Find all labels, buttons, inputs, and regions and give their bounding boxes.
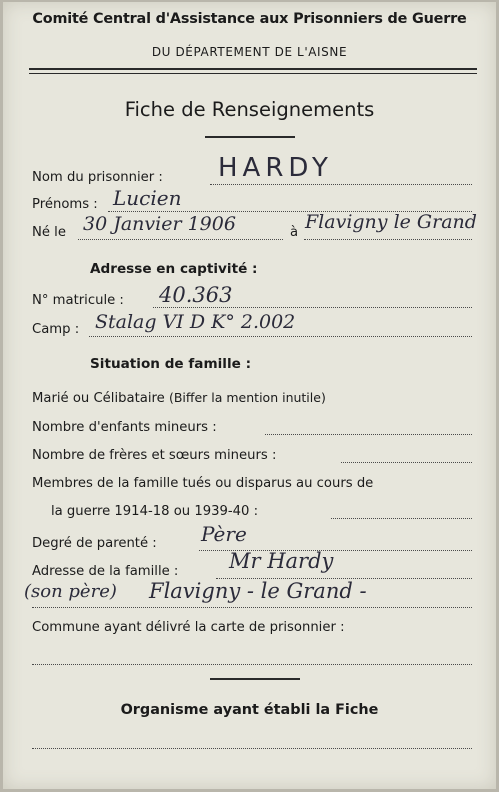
camp-label: Camp : bbox=[32, 322, 80, 337]
adresse-famille-line2 bbox=[32, 607, 472, 608]
info-card bbox=[3, 2, 496, 789]
organisme-label: Organisme ayant établi la Fiche bbox=[120, 702, 379, 718]
enfants-label: Nombre d'enfants mineurs : bbox=[32, 420, 217, 435]
membres-label-line2: la guerre 1914-18 ou 1939-40 : bbox=[51, 504, 259, 519]
ne-le-line bbox=[78, 239, 283, 240]
lieu-line bbox=[304, 239, 472, 240]
nom-label: Nom du prisonnier : bbox=[32, 170, 163, 185]
degre-label: Degré de parenté : bbox=[32, 536, 157, 551]
adresse-famille-value1: Mr Hardy bbox=[229, 549, 334, 573]
header-rule-thin bbox=[29, 73, 477, 74]
prenoms-label: Prénoms : bbox=[32, 197, 98, 212]
a-label: à bbox=[290, 225, 299, 240]
membres-label-line1: Membres de la famille tués ou disparus au cours de bbox=[32, 476, 374, 491]
nom-line bbox=[210, 184, 472, 185]
adresse-famille-prefix: (son père) bbox=[24, 581, 117, 602]
nom-value: HARDY bbox=[218, 153, 333, 183]
commune-line bbox=[32, 664, 472, 665]
freres-label: Nombre de frères et sœurs mineurs : bbox=[32, 448, 277, 463]
section-adresse-captivite: Adresse en captivité : bbox=[90, 261, 258, 277]
prenoms-value: Lucien bbox=[113, 186, 182, 210]
membres-line bbox=[331, 518, 472, 519]
commune-label: Commune ayant délivré la carte de prisonnier : bbox=[32, 620, 345, 635]
title-underline bbox=[205, 136, 295, 138]
page-title: Fiche de Renseignements bbox=[124, 98, 375, 121]
matricule-line bbox=[153, 307, 472, 308]
marie-note: (Biffer la mention inutile) bbox=[168, 390, 326, 405]
header-department: DU DÉPARTEMENT DE L'AISNE bbox=[151, 45, 348, 59]
organisme-line bbox=[32, 748, 472, 749]
section-situation-famille: Situation de famille : bbox=[90, 356, 252, 372]
camp-line bbox=[89, 336, 472, 337]
ne-le-label: Né le bbox=[32, 225, 66, 240]
degre-value: Père bbox=[201, 522, 247, 546]
camp-value: Stalag VI D K° 2.002 bbox=[95, 311, 296, 333]
header-committee: Comité Central d'Assistance aux Prisonniers de Guerre bbox=[32, 11, 467, 27]
matricule-label: N° matricule : bbox=[32, 293, 124, 308]
adresse-famille-value2: Flavigny - le Grand - bbox=[149, 579, 367, 603]
lieu-value: Flavigny le Grand bbox=[305, 211, 477, 233]
adresse-famille-label: Adresse de la famille : bbox=[32, 564, 179, 579]
footer-rule bbox=[210, 678, 300, 680]
freres-line bbox=[341, 462, 472, 463]
matricule-value: 40.363 bbox=[159, 283, 233, 307]
header-rule bbox=[29, 68, 477, 70]
marie-label-text: Marié ou Célibataire bbox=[32, 391, 165, 406]
enfants-line bbox=[265, 434, 472, 435]
ne-le-value: 30 Janvier 1906 bbox=[83, 213, 236, 235]
marie-label bbox=[32, 390, 326, 406]
